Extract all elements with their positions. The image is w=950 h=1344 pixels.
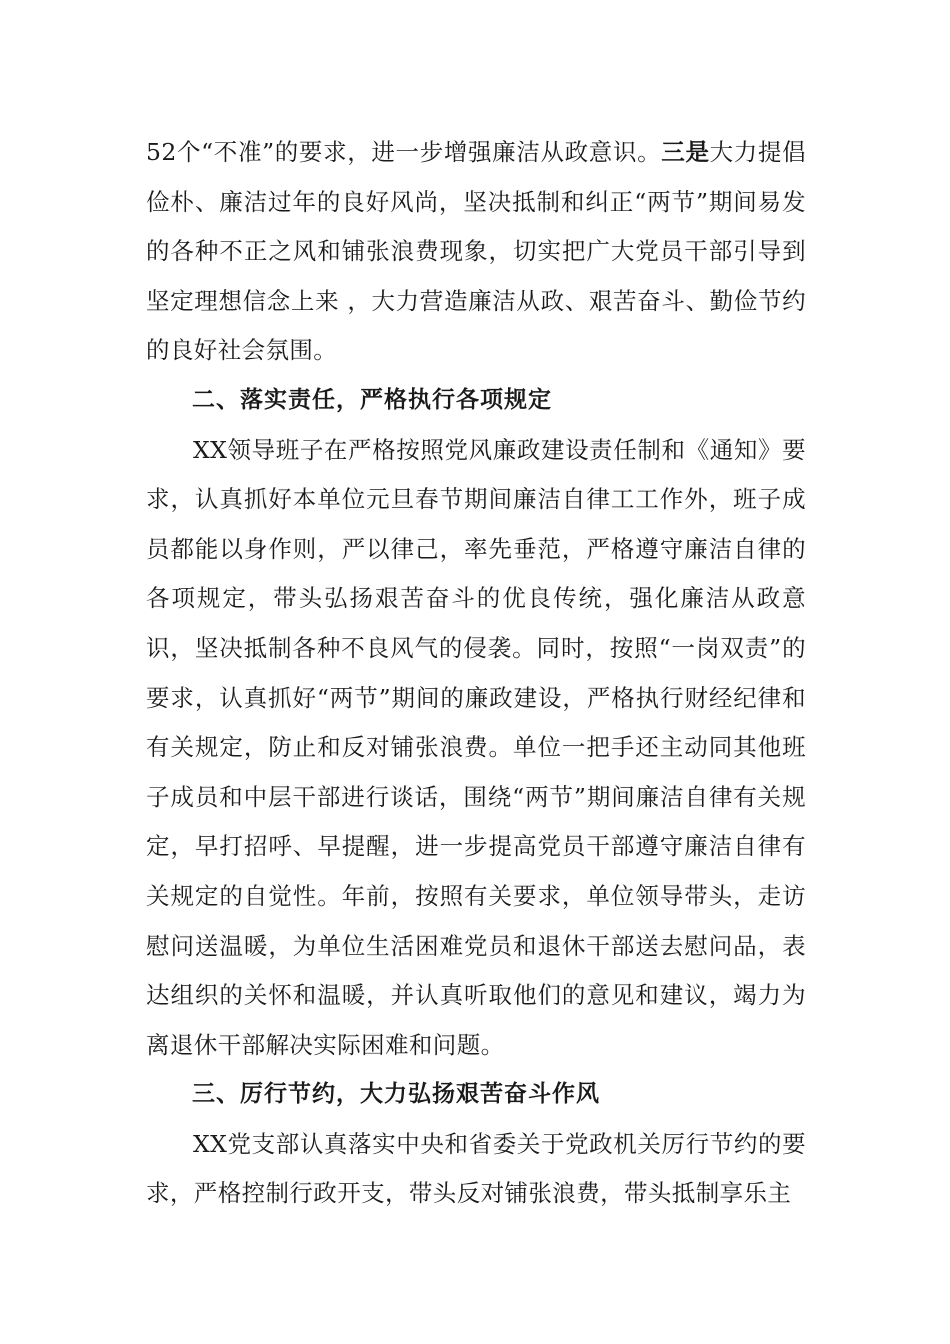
section-heading-2: 二、落实责任，严格执行各项规定 [192,386,552,413]
paragraph-bold-marker: 三是 [661,138,710,166]
document-body [146,128,806,1219]
section-3-paragraph: XX党支部认真落实中央和省委关于党政机关厉行节约的要求，严格控制行政开支，带头反对铺张浪费，带头抵制享乐主 [146,1129,806,1208]
paragraph-continuation [146,128,806,376]
section-heading-3: 三、厉行节约，大力弘扬艰苦奋斗作风 [192,1081,600,1108]
paragraph-text-part1: 52个“不准”的要求，进一步增强廉洁从政意识。 [146,138,662,166]
paragraph-text-part2: 大力提倡俭朴、廉洁过年的良好风尚，坚决抵制和纠正“两节”期间易发的各种不正之风和铺张浪费现象，切实把广大党员干部引导到坚定理想信念上来 ，大力营造廉洁从政、艰苦奋斗、勤俭节约的良好社会氛围。 [146,138,806,365]
section-2-paragraph: XX领导班子在严格按照党风廉政建设责任制和《通知》要求，认真抓好本单位元旦春节期间廉洁自律工工作外，班子成员都能以身作则，严以律己，率先垂范，严格遵守廉洁自律的各项规定，带头弘扬艰苦奋斗的优良传统，强化廉洁从政意识，坚决抵制各种不良风气的侵袭。同时，按照“一岗双责”的要求，认真抓好“两节”期间的廉政建设，严格执行财经纪律和有关规定，防止和反对铺张浪费。单位一把手还主动同其他班子成员和中层干部进行谈话，围绕“两节”期间廉洁自律有关规定，早打招呼、早提醒，进一步提高党员干部遵守廉洁自律有关规定的自觉性。年前，按照有关要求，单位领导带头，走访慰问送温暖，为单位生活困难党员和退休干部送去慰问品，表达组织的关怀和温暖，并认真听取他们的意见和建议，竭力为离退休干部解决实际困难和问题。 [146,435,806,1059]
